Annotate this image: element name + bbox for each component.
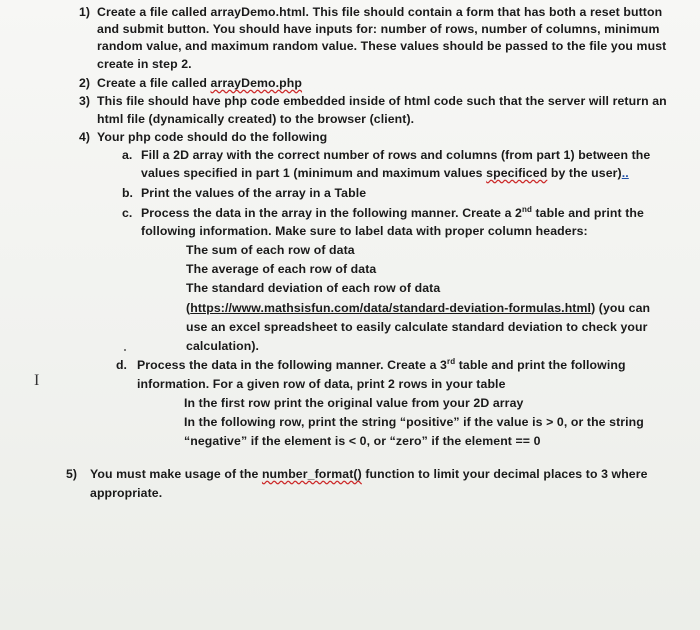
- item-2-line-1: Create a file called arrayDemo.php: [97, 76, 303, 90]
- item-1-line-1: Create a file called arrayDemo.html. This file should contain a form that has both a reset button: [97, 5, 663, 19]
- filename-html: arrayDemo.html: [210, 5, 306, 19]
- item-d-line-5: “negative” if the element is < 0, or “zero” if the element == 0: [184, 434, 541, 448]
- item-c-line-7: use an excel spreadsheet to easily calculate standard deviation to check your: [186, 320, 648, 334]
- item-5-line-2: appropriate.: [90, 486, 163, 500]
- stray-dot: [124, 349, 126, 351]
- item-d-letter: d.: [116, 358, 127, 372]
- item-1-line-2: and submit button. You should have inputs for: number of rows, number of columns, minimum: [97, 22, 660, 36]
- item-d-line-1: Process the data in the following manner. Create a 3rd table and print the following: [137, 357, 626, 372]
- number-format-function: number_format(): [261, 467, 362, 481]
- item-a-line-2: values specified in part 1 (minimum and maximum values specificed by the user)..: [141, 166, 629, 180]
- item-3-line-1: This file should have php code embedded inside of html code such that the server will return an: [97, 94, 667, 108]
- item-2-number: 2): [79, 76, 90, 90]
- item-a-letter: a.: [122, 148, 133, 162]
- item-d-line-4: In the following row, print the string “positive” if the value is > 0, or the string: [184, 415, 644, 429]
- item-c-line-3: The sum of each row of data: [186, 243, 355, 257]
- item-1-line-4: create in step 2.: [97, 57, 192, 71]
- item-c-letter: c.: [122, 206, 133, 220]
- item-1-line-3: random value, and maximum random value. These values should be passed to the file you must: [97, 39, 667, 53]
- item-4-line-1: Your php code should do the following: [97, 130, 328, 144]
- item-3-number: 3): [79, 94, 90, 108]
- item-a-line-1: Fill a 2D array with the correct number of rows and columns (from part 1) between the: [141, 148, 651, 162]
- item-3-line-2: html file (dynamically created) to the browser (client).: [97, 112, 415, 126]
- item-d-line-3: In the first row print the original value from your 2D array: [184, 396, 524, 410]
- item-b-line-1: Print the values of the array in a Table: [141, 186, 367, 200]
- item-c-line-4: The average of each row of data: [186, 262, 377, 276]
- item-c-line-2: following information. Make sure to label data with proper column headers:: [141, 224, 588, 238]
- item-5-line-1: You must make usage of the number_format() function to limit your decimal places to 3 where: [90, 467, 648, 481]
- std-dev-link[interactable]: https://www.mathsisfun.com/data/standard-deviation-formulas.html: [190, 301, 592, 315]
- item-1-number: 1): [79, 5, 90, 19]
- item-c-line-8: calculation).: [186, 339, 260, 353]
- item-4-number: 4): [79, 130, 90, 144]
- item-c-line-5: The standard deviation of each row of data: [186, 281, 441, 295]
- item-c-line-6: (https://www.mathsisfun.com/data/standard-deviation-formulas.html) (you can: [186, 301, 651, 315]
- item-d-line-2: information. For a given row of data, print 2 rows in your table: [137, 377, 506, 391]
- item-c-line-1: Process the data in the array in the following manner. Create a 2nd table and print the: [141, 205, 644, 220]
- text-cursor-icon: I: [34, 372, 40, 389]
- item-5-number: 5): [66, 467, 77, 481]
- item-b-letter: b.: [122, 186, 133, 200]
- filename-php: arrayDemo.php: [210, 76, 303, 90]
